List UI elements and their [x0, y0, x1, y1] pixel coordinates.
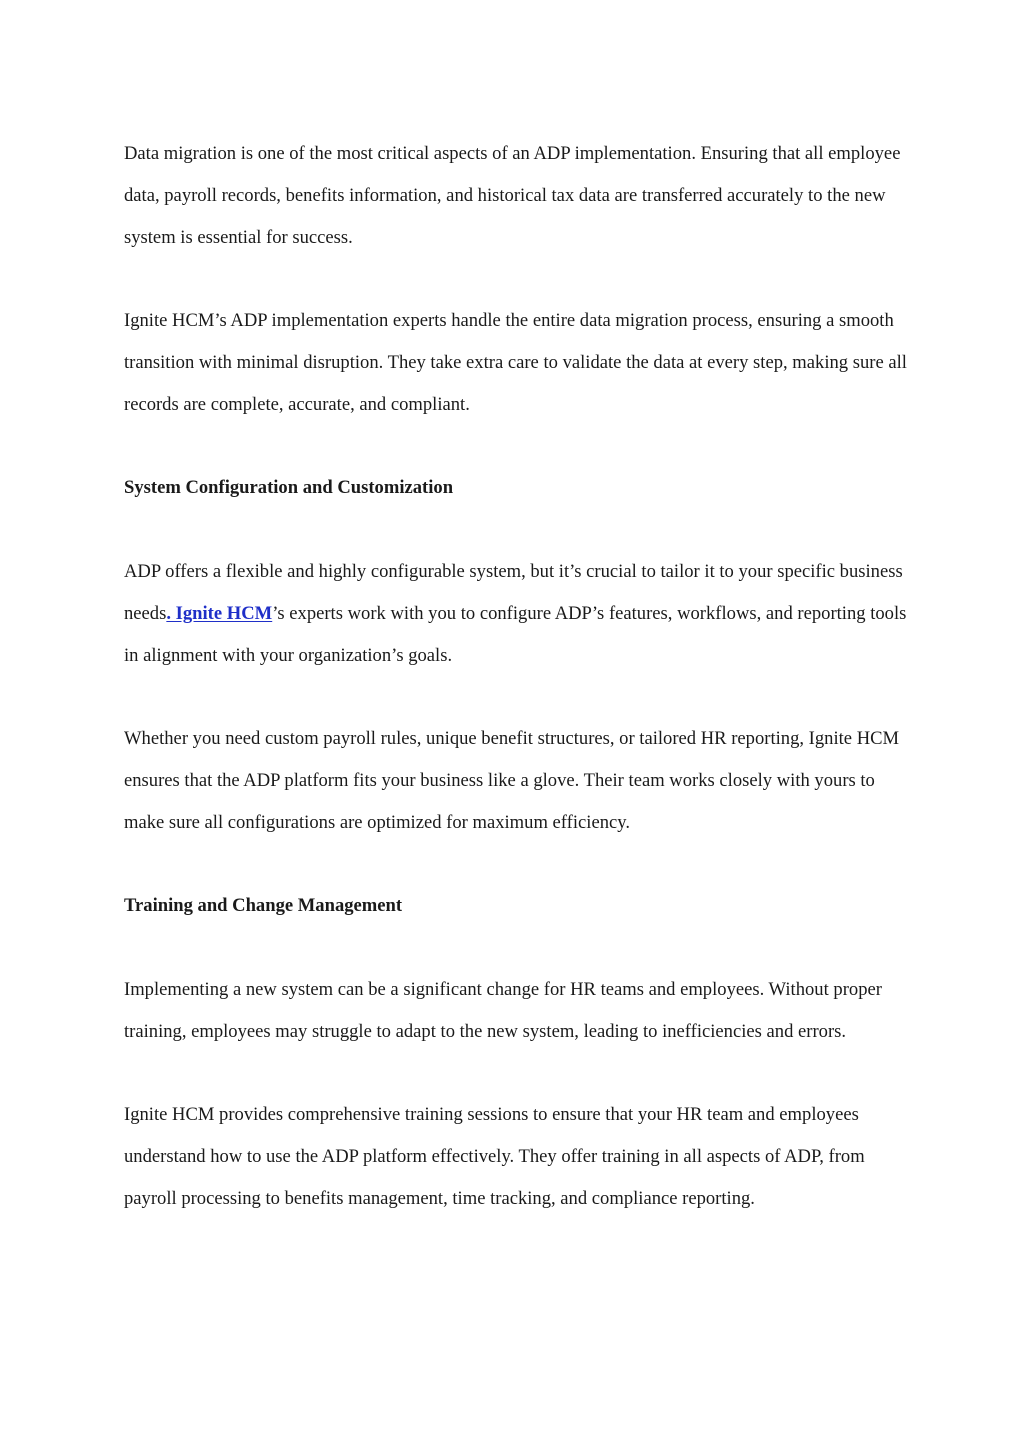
document-body — [124, 133, 914, 1220]
paragraph-spacer — [124, 426, 914, 468]
paragraph-spacer — [124, 676, 914, 718]
paragraph-text-after-link: ’s experts work with you to configure ADP’s features, workflows, and reporting tools in alignment with your organization’s goals. — [124, 602, 907, 666]
paragraph-data-migration: Data migration is one of the most critical aspects of an ADP implementation. Ensuring that all employee data, payroll records, benefits information, and historical tax data are transferred accurately to the new system is essential for success. — [124, 143, 901, 248]
paragraph-spacer — [124, 1053, 914, 1095]
paragraph-custom-payroll: Whether you need custom payroll rules, unique benefit structures, or tailored HR reporting, Ignite HCM ensures that the ADP platform fits your business like a glove. Their team works closely with yours to make sure all configurations are optimized for maximum efficiency. — [124, 728, 900, 833]
paragraph-training-sessions: Ignite HCM provides comprehensive training sessions to ensure that your HR team and employees understand how to use the ADP platform effectively. They offer training in all aspects of ADP, from payroll processing to benefits management, time tracking, and compliance reporting. — [124, 1104, 865, 1209]
paragraph-spacer — [124, 844, 914, 886]
paragraph-spacer — [124, 258, 914, 300]
paragraph-migration-experts: Ignite HCM’s ADP implementation experts handle the entire data migration process, ensuring a smooth transition with minimal disruption. They take extra care to validate the data at every step, making sure all records are complete, accurate, and compliant. — [124, 310, 907, 415]
section-heading-system-configuration: System Configuration and Customization — [124, 477, 454, 499]
paragraph-implementing-system: Implementing a new system can be a significant change for HR teams and employees. Without proper training, employees may struggle to adapt to the new system, leading to inefficiencies and errors. — [124, 978, 882, 1042]
paragraph-spacer — [124, 927, 914, 969]
ignite-hcm-link[interactable]: . Ignite HCM — [166, 602, 273, 624]
paragraph-spacer — [124, 509, 914, 551]
paragraph-text-before-link: ADP offers a flexible and highly configurable system, but it’s crucial to tailor it to your specific business needs — [124, 560, 903, 624]
paragraph-adp-configurable — [124, 551, 914, 676]
section-heading-training: Training and Change Management — [124, 895, 403, 917]
